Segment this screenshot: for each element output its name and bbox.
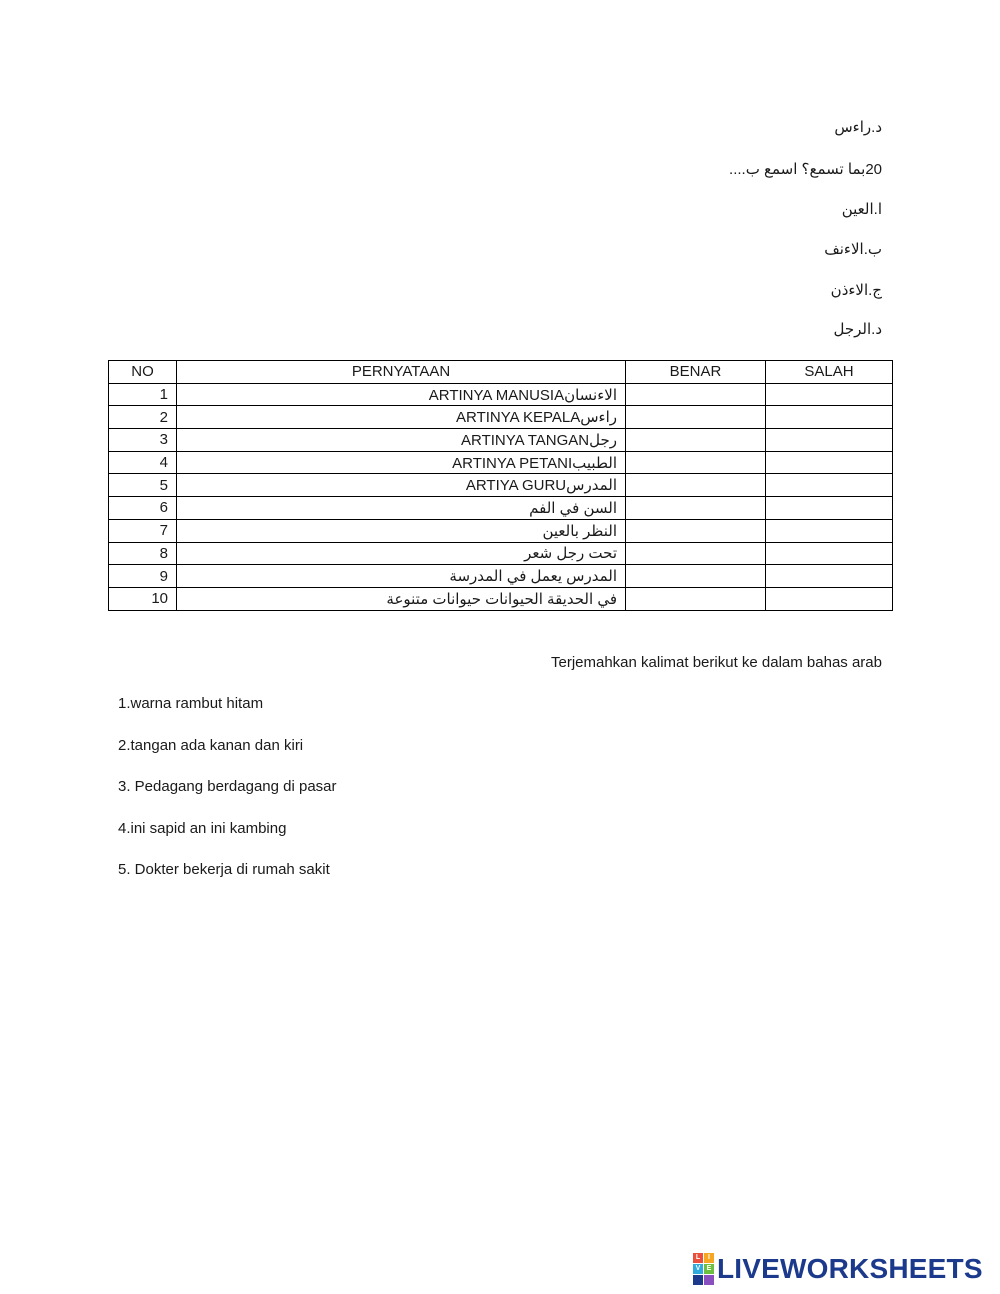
salah-cell[interactable] xyxy=(766,497,893,520)
salah-cell[interactable] xyxy=(766,383,893,406)
row-number: 4 xyxy=(109,451,177,474)
benar-cell[interactable] xyxy=(626,587,766,610)
logo-mark-cell xyxy=(704,1275,714,1285)
logo-mark-cell xyxy=(693,1275,703,1285)
row-statement: تحت رجل شعر xyxy=(177,542,626,565)
table-row xyxy=(109,406,893,429)
salah-cell[interactable] xyxy=(766,587,893,610)
row-number: 5 xyxy=(109,474,177,497)
table-header-row xyxy=(109,361,893,384)
question-text: 20بما تسمع؟ اسمع ب.... xyxy=(729,161,882,178)
question-prev-option-d: د.راءس xyxy=(834,119,882,136)
row-number: 10 xyxy=(109,587,177,610)
benar-cell[interactable] xyxy=(626,497,766,520)
table-row xyxy=(109,565,893,588)
translation-item: 2.tangan ada kanan dan kiri xyxy=(118,737,304,754)
header-no: NO xyxy=(109,361,177,384)
row-statement: المدرس يعمل في المدرسة xyxy=(177,565,626,588)
row-number: 7 xyxy=(109,519,177,542)
benar-cell[interactable] xyxy=(626,451,766,474)
table-row xyxy=(109,497,893,520)
row-number: 8 xyxy=(109,542,177,565)
row-statement: في الحديقة الحيوانات حيوانات متنوعة xyxy=(177,587,626,610)
header-statement: PERNYATAAN xyxy=(177,361,626,384)
table-row xyxy=(109,542,893,565)
translation-item: 1.warna rambut hitam xyxy=(118,695,264,712)
translation-item: 5. Dokter bekerja di rumah sakit xyxy=(118,861,330,878)
translation-instruction: Terjemahkan kalimat berikut ke dalam bahas arab xyxy=(550,654,882,671)
salah-cell[interactable] xyxy=(766,565,893,588)
benar-cell[interactable] xyxy=(626,406,766,429)
header-false: SALAH xyxy=(766,361,893,384)
benar-cell[interactable] xyxy=(626,474,766,497)
row-statement: السن في الفم xyxy=(177,497,626,520)
question-option-c: ج.الاءذن xyxy=(830,282,882,299)
question-option-b: ب.الاءنف xyxy=(824,241,882,258)
row-statement: راءسARTINYA KEPALA xyxy=(177,406,626,429)
logo-brand-text: LIVEWORKSHEETS xyxy=(717,1253,983,1284)
question-option-a: ا.العين xyxy=(841,201,882,218)
table-row xyxy=(109,429,893,452)
salah-cell[interactable] xyxy=(766,519,893,542)
logo-mark-icon xyxy=(693,1253,714,1285)
row-number: 1 xyxy=(109,383,177,406)
logo-mark-cell: V xyxy=(693,1264,703,1274)
benar-cell[interactable] xyxy=(626,383,766,406)
table-row xyxy=(109,474,893,497)
row-statement: رجلARTINYA TANGAN xyxy=(177,429,626,452)
row-number: 3 xyxy=(109,429,177,452)
liveworksheets-logo xyxy=(693,1254,983,1284)
table-row xyxy=(109,519,893,542)
table-row xyxy=(109,451,893,474)
translation-item: 3. Pedagang berdagang di pasar xyxy=(118,778,337,795)
salah-cell[interactable] xyxy=(766,429,893,452)
salah-cell[interactable] xyxy=(766,451,893,474)
row-number: 6 xyxy=(109,497,177,520)
row-number: 2 xyxy=(109,406,177,429)
benar-cell[interactable] xyxy=(626,519,766,542)
row-statement: الاءنسانARTINYA MANUSIA xyxy=(177,383,626,406)
salah-cell[interactable] xyxy=(766,474,893,497)
table-row xyxy=(109,383,893,406)
logo-mark-cell: I xyxy=(704,1253,714,1263)
benar-cell[interactable] xyxy=(626,565,766,588)
logo-mark-cell: E xyxy=(704,1264,714,1274)
header-true: BENAR xyxy=(626,361,766,384)
benar-cell[interactable] xyxy=(626,542,766,565)
salah-cell[interactable] xyxy=(766,542,893,565)
statement-table xyxy=(108,360,893,611)
salah-cell[interactable] xyxy=(766,406,893,429)
row-statement: الطبيبARTINYA PETANI xyxy=(177,451,626,474)
benar-cell[interactable] xyxy=(626,429,766,452)
row-statement: النظر بالعين xyxy=(177,519,626,542)
logo-mark-cell: L xyxy=(693,1253,703,1263)
translation-item: 4.ini sapid an ini kambing xyxy=(118,820,287,837)
row-number: 9 xyxy=(109,565,177,588)
question-option-d: د.الرجل xyxy=(833,321,882,338)
table-row xyxy=(109,587,893,610)
row-statement: المدرسARTIYA GURU xyxy=(177,474,626,497)
